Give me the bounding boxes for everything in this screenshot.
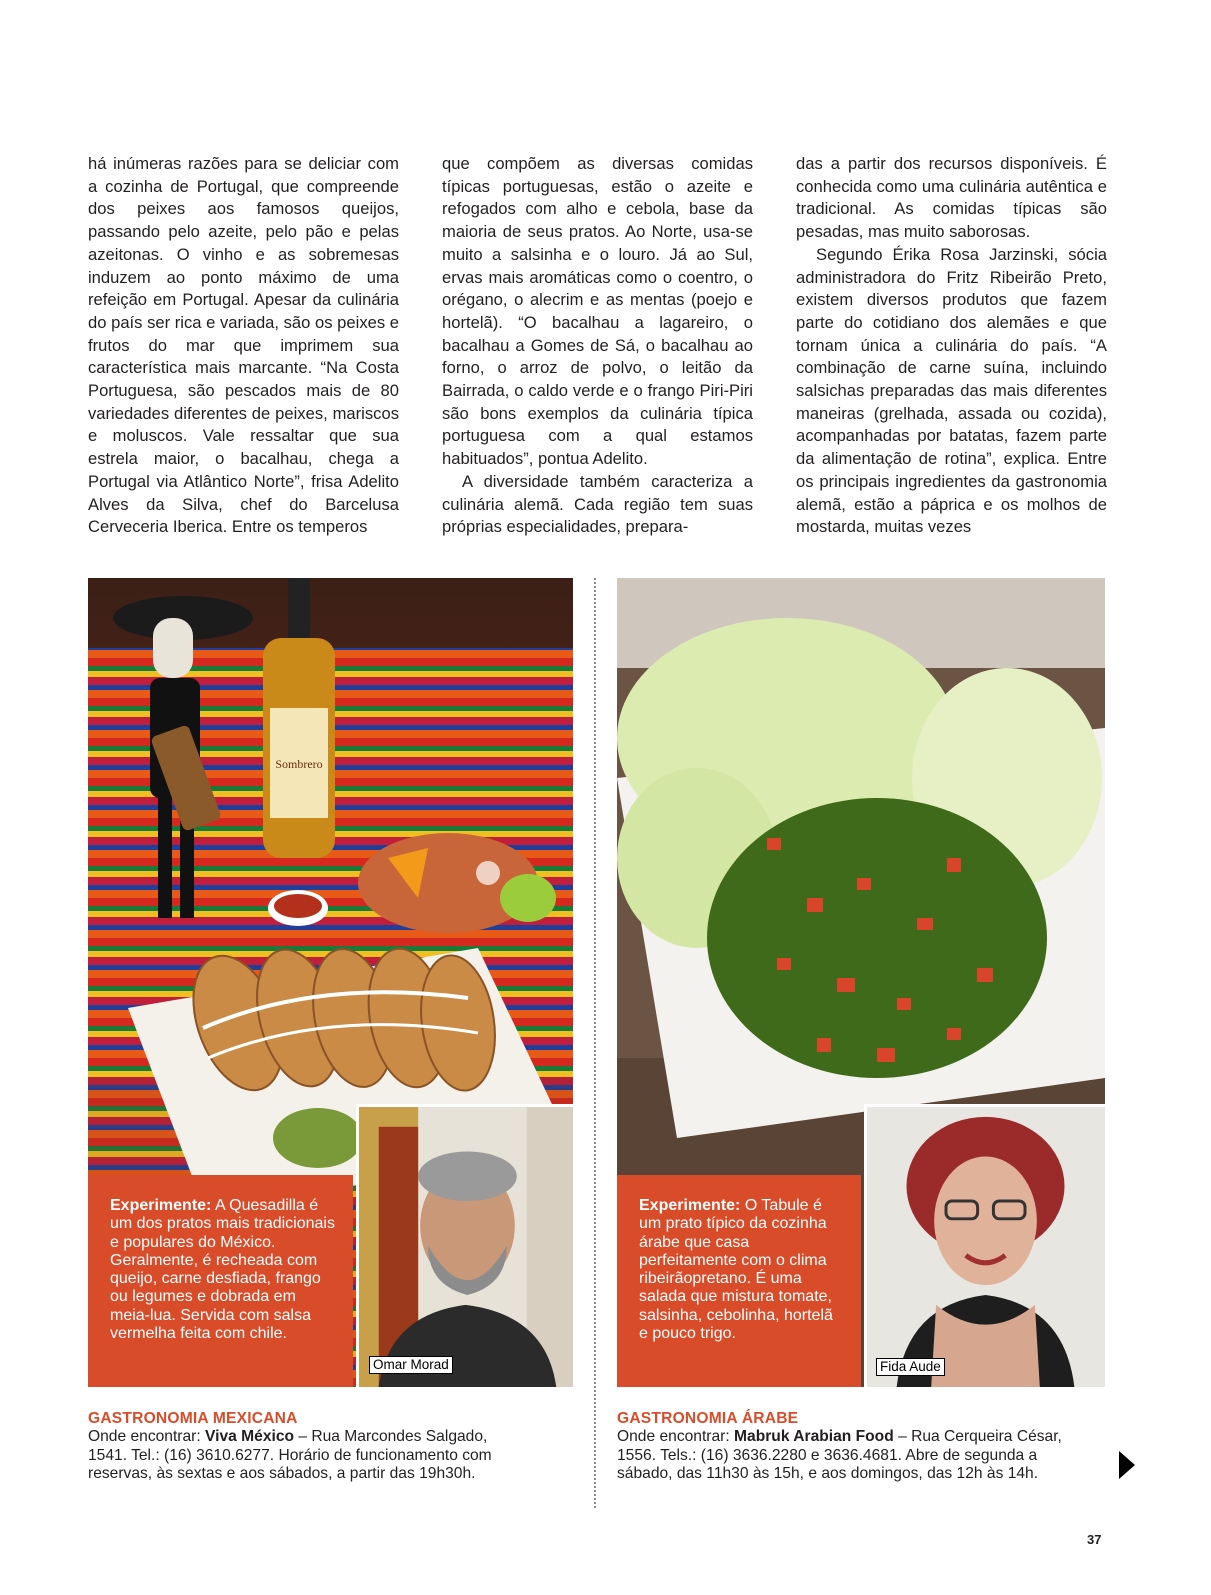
next-page-arrow-icon bbox=[1119, 1451, 1135, 1479]
quesadilla-tip-box bbox=[88, 1175, 353, 1387]
section-heading: GASTRONOMIA MEXICANA bbox=[88, 1410, 298, 1427]
omar-morad-portrait bbox=[356, 1104, 573, 1387]
tip-text: O Tabule é um prato típico da cozinha árabe que casa perfeitamente com o clima ribeirãopretano. É uma salada que mistura tomate, salsinha, cebolinha, hortelã e pouco trigo. bbox=[639, 1197, 833, 1343]
venue-address: – Rua Marcondes Salgado, 1541. Tel.: (16) 3610.6277. Horário de funcionamento com reservas, às sextas e aos sábados, a partir das 19h30h. bbox=[88, 1428, 492, 1483]
mexican-info bbox=[88, 1410, 518, 1484]
article-column-1 bbox=[88, 153, 399, 539]
venue-details bbox=[617, 1428, 1097, 1483]
tip-label: Experimente: bbox=[639, 1197, 741, 1214]
venue-address: – Rua Cerqueira César, 1556. Tels.: (16) 3636.2280 e 3636.4681. Abre de segunda a sábado, das 11h30 às 15h, e aos domingos, das 12h às 14h. bbox=[617, 1428, 1062, 1483]
venue-details bbox=[88, 1428, 518, 1483]
column-divider bbox=[594, 578, 596, 1508]
tip-text: A Quesadilla é um dos pratos mais tradicionais e populares do México. Geralmente, é recheada com queijo, carne desfiada, frango ou legumes e dobrada em meia-lua. Servida com salsa vermelha feita com chile. bbox=[110, 1197, 335, 1343]
article-paragraph: Segundo Érika Rosa Jarzinski, sócia administradora do Fritz Ribeirão Preto, existem diversos produtos que fazem parte do cotidiano dos alemães e que tornam única a culinária do país. “A combinação de carne suína, incluindo salsichas preparadas das mais diferentes maneiras (grelhada, assada ou cozida), acompanhadas por batatas, fazem parte da alimentação de rotina”, explica. Entre os principais ingredientes da gastronomia alemã, estão a páprica e os molhos de mostarda, muitas vezes bbox=[796, 244, 1107, 537]
section-heading: GASTRONOMIA ÁRABE bbox=[617, 1410, 799, 1427]
where-label: Onde encontrar: bbox=[617, 1428, 735, 1446]
tip-label: Experimente: bbox=[110, 1197, 212, 1214]
article-column-2 bbox=[442, 153, 753, 539]
venue-name: Viva México bbox=[205, 1428, 295, 1446]
arab-info bbox=[617, 1410, 1097, 1484]
article-paragraph: das a partir dos recursos disponíveis. É conhecida como uma culinária autêntica e tradicional. As comidas típicas são pesadas, mas muito saborosas. bbox=[796, 154, 1107, 242]
article-paragraph: que compõem as diversas comidas típicas portuguesas, estão o azeite e refogados com alho e cebola, base da maioria de seus pratos. Ao Norte, usa-se muito a salsinha e o louro. Já ao Sul, ervas mais aromáticas como o coentro, o orégano, o alecrim e as mentas (poejo e hortelã). “O bacalhau a lagareiro, o bacalhau a Gomes de Sá, o bacalhau ao forno, o arroz de polvo, o leitão da Bairrada, o caldo verde e o frango Piri-Piri são bons exemplos da culinária típica portuguesa com a qual estamos habituados”, pontua Adelito. bbox=[442, 154, 753, 469]
article-paragraph: há inúmeras razões para se deliciar com a cozinha de Portugal, que compreende dos peixes aos famosos queijos, passando pelo azeite, pelo pão e pelas azeitonas. O vinho e as sobremesas induzem ao ponto máximo de uma refeição em Portugal. Apesar da culinária do país ser rica e variada, são os peixes e frutos do mar que imprimem sua característica mais marcante. “Na Costa Portuguesa, são pescados mais de 80 variedades diferentes de peixes, mariscos e moluscos. Vale ressaltar que sua estrela maior, o bacalhau, chega a Portugal via Atlântico Norte”, frisa Adelito Alves da Silva, chef do Barcelusa Cerveceria Iberica. Entre os temperos bbox=[88, 154, 399, 537]
page-number: 37 bbox=[1087, 1532, 1102, 1547]
tabule-tip-box bbox=[617, 1175, 861, 1387]
article-column-3 bbox=[796, 153, 1107, 539]
fida-aude-portrait bbox=[864, 1104, 1105, 1387]
portrait-caption: Fida Aude bbox=[876, 1358, 945, 1376]
portrait-caption: Omar Morad bbox=[369, 1356, 453, 1374]
article-paragraph: A diversidade também caracteriza a culinária alemã. Cada região tem suas próprias especialidades, prepara- bbox=[442, 471, 753, 537]
venue-name: Mabruk Arabian Food bbox=[734, 1428, 894, 1446]
bottle-label: Sombrero bbox=[275, 757, 323, 771]
where-label: Onde encontrar: bbox=[88, 1428, 206, 1446]
